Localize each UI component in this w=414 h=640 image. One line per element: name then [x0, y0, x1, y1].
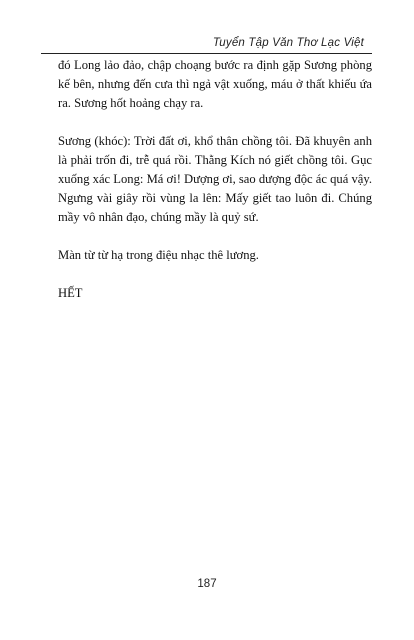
end-mark: HẾT: [58, 286, 83, 300]
running-header-title: Tuyển Tập Văn Thơ Lạc Việt: [212, 37, 364, 49]
page-body: [58, 56, 372, 303]
header-divider: [41, 53, 372, 54]
page-number: 187: [197, 578, 217, 590]
paragraph-3: Màn từ từ hạ trong điệu nhạc thê lương.: [58, 248, 259, 262]
paragraph-1: đó Long lảo đảo, chập choạng bước ra định gặp Sương phòng kế bên, nhưng đến cưa thì ngả vật xuống, máu ở thất khiếu ứa ra. Sương hốt hoảng chạy ra.: [58, 58, 372, 110]
paragraph-2: Sương (khóc): Trời đất ơi, khổ thân chồng tôi. Đã khuyên anh là phải trốn đi, trễ quá rồi. Thằng Kích nó giết chồng tôi. Gục xuống xác Long: Má ơi! Dượng ơi, sao dượng độc ác quá vậy. Ngưng vài giây rồi vùng la lên: Mấy giết tao luôn đi. Chúng mầy vô nhân đạo, chúng mầy là quỷ sứ.: [58, 134, 372, 224]
